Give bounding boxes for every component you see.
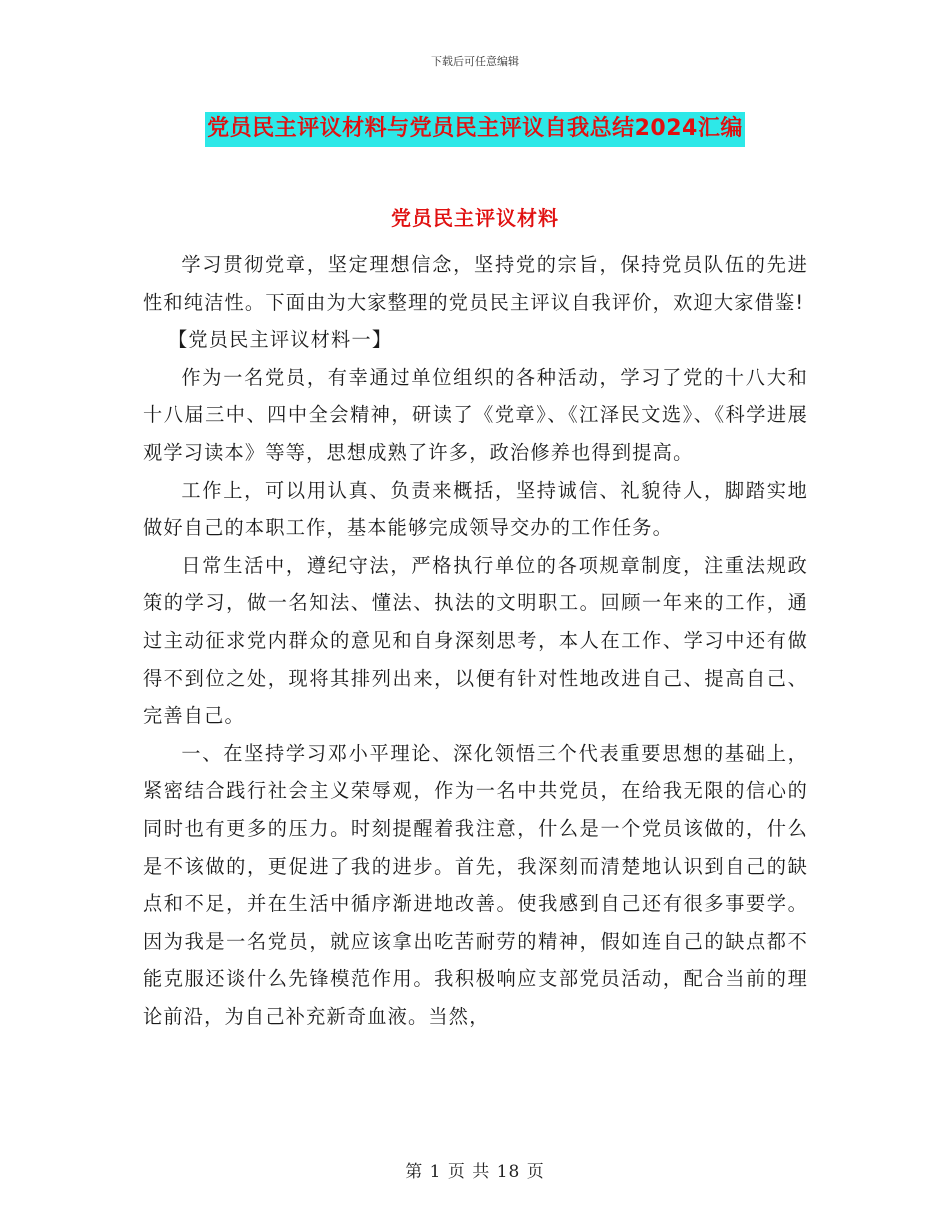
section-title: 党员民主评议材料 [391, 206, 559, 230]
paragraph-work: 工作上，可以用认真、负责来概括，坚持诚信、礼貌待人，脚踏实地做好自己的本职工作，基本能够完成领导交办的工作任务。 [143, 478, 808, 540]
document-title-container [0, 112, 950, 147]
paragraph-study: 作为一名党员，有幸通过单位组织的各种活动，学习了党的十八大和十八届三中、四中全会精神，研读了《党章》、《江泽民文选》、《科学进展观学习读本》等等，思想成熟了许多，政治修养也得到提高。 [143, 365, 808, 464]
page-number-footer: 第 1 页 共 18 页 [405, 1162, 545, 1182]
page-header-note: 下载后可任意编辑 [431, 55, 519, 68]
paragraph-intro: 学习贯彻党章，坚定理想信念，坚持党的宗旨，保持党员队伍的先进性和纯洁性。下面由为大家整理的党员民主评议自我评价，欢迎大家借鉴! [143, 253, 808, 314]
paragraph-subheading: 【党员民主评议材料一】 [167, 328, 393, 352]
paragraph-daily-life: 日常生活中，遵纪守法，严格执行单位的各项规章制度，注重法规政策的学习，做一名知法、懂法、执法的文明职工。回顾一年来的工作，通过主动征求党内群众的意见和自身深刻思考，本人在工作、学习中还有做得不到位之处，现将其排列出来，以便有针对性地改进自己、提高自己、完善自己。 [143, 553, 808, 728]
document-title: 党员民主评议材料与党员民主评议自我总结2024汇编 [205, 112, 745, 147]
document-body [143, 246, 808, 1035]
paragraph-point-one: 一、在坚持学习邓小平理论、深化领悟三个代表重要思想的基础上，紧密结合践行社会主义荣辱观，作为一名中共党员，在给我无限的信心的同时也有更多的压力。时刻提醒着我注意，什么是一个党员该做的，什么是不该做的，更促进了我的进步。首先，我深刻而清楚地认识到自己的缺点和不足，并在生活中循序渐进地改善。使我感到自己还有很多事要学。因为我是一名党员，就应该拿出吃苦耐劳的精神，假如连自己的缺点都不能克服还谈什么先锋模范作用。我积极响应支部党员活动，配合当前的理论前沿，为自己补充新奇血液。当然， [143, 741, 808, 1028]
